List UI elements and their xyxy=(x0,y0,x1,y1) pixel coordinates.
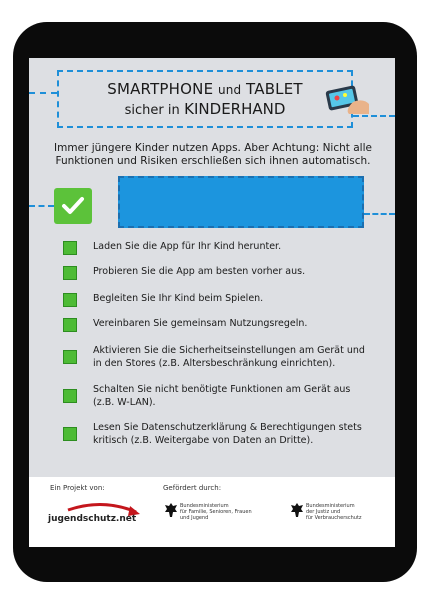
ministry-line: Bundesministerium xyxy=(306,503,355,509)
tip-line: in den Stores (z.B. Altersbeschränkung einrichten). xyxy=(93,358,336,369)
green-square-icon xyxy=(63,318,77,332)
tip-text xyxy=(93,265,383,278)
title-line-1 xyxy=(59,80,351,98)
dash-line-left-top xyxy=(29,92,57,94)
title-tablet: TABLET xyxy=(246,80,303,98)
project-label: Ein Projekt von: xyxy=(50,484,105,492)
title-smartphone: SMARTPHONE xyxy=(107,80,214,98)
dash-line-right-mid xyxy=(364,213,395,215)
intro-line-2: Funktionen und Risiken erschließen sich ihnen automatisch. xyxy=(55,155,371,167)
logo-text: jugendschutz.net xyxy=(48,514,137,524)
checkmark-icon xyxy=(54,188,92,224)
funded-label: Gefördert durch: xyxy=(163,484,222,492)
hand-phone-icon xyxy=(323,84,371,116)
tip-line: (z.B. W-LAN). xyxy=(93,397,156,408)
tip-line: Laden Sie die App für Ihr Kind herunter. xyxy=(93,241,282,252)
tip-line: Aktivieren Sie die Sicherheitseinstellungen am Gerät und xyxy=(93,345,365,356)
tip-line: Lesen Sie Datenschutzerklärung & Berechtigungen stets xyxy=(93,422,362,433)
tip-line: Vereinbaren Sie gemeinsam Nutzungsregeln. xyxy=(93,318,308,329)
title-line-2 xyxy=(59,100,351,118)
tip-text xyxy=(93,383,383,409)
tip-text xyxy=(93,344,383,370)
green-square-icon xyxy=(63,389,77,403)
tip-line: Schalten Sie nicht benötigte Funktionen am Gerät aus xyxy=(93,384,351,395)
tip-text xyxy=(93,240,383,253)
intro-text xyxy=(32,142,394,168)
intro-line-1: Immer jüngere Kinder nutzen Apps. Aber Achtung: Nicht alle xyxy=(54,142,372,154)
green-square-icon xyxy=(63,293,77,307)
title-box xyxy=(57,70,353,128)
green-square-icon xyxy=(63,350,77,364)
ministry-justice xyxy=(306,503,386,521)
title-kinderhand: KINDERHAND xyxy=(184,100,286,118)
ministry-line: und Jugend xyxy=(180,515,209,521)
tip-line: Probieren Sie die App am besten vorher aus. xyxy=(93,266,306,277)
ministry-line: Bundesministerium xyxy=(180,503,229,509)
tip-text xyxy=(93,317,383,330)
ministry-line: der Justiz und xyxy=(306,509,341,515)
tip-text xyxy=(93,421,383,447)
title-und: und xyxy=(217,83,242,97)
federal-eagle-icon xyxy=(164,502,178,518)
ministry-line: für Verbraucherschutz xyxy=(306,515,362,521)
dash-line-left-mid xyxy=(29,205,54,207)
ministry-family xyxy=(180,503,270,521)
tip-text xyxy=(93,292,383,305)
green-square-icon xyxy=(63,241,77,255)
tip-line: kritisch (z.B. Weitergabe von Daten an Dritte). xyxy=(93,435,314,446)
title-sicher-in: sicher in xyxy=(124,103,180,118)
green-square-icon xyxy=(63,427,77,441)
blue-banner xyxy=(118,176,364,228)
ministry-line: für Familie, Senioren, Frauen xyxy=(180,509,252,515)
tip-line: Begleiten Sie Ihr Kind beim Spielen. xyxy=(93,293,264,304)
jugendschutz-logo xyxy=(48,502,148,532)
federal-eagle-icon xyxy=(290,502,304,518)
green-square-icon xyxy=(63,266,77,280)
checkmark-badge xyxy=(54,188,92,224)
